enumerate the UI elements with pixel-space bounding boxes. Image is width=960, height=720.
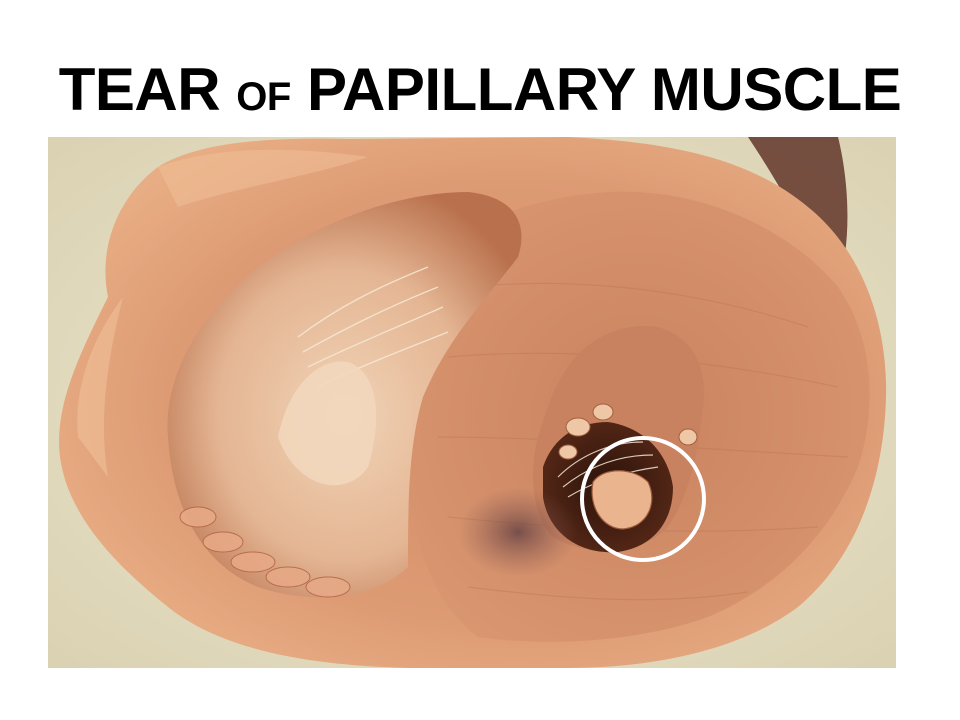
title-word-papillary-muscle: PAPILLARY MUSCLE [306, 56, 902, 123]
specimen-photo [48, 137, 896, 668]
specimen-photo-drawing [48, 137, 896, 668]
slide-title [0, 52, 960, 135]
title-word-tear: TEAR [58, 56, 221, 123]
title-word-of: OF [236, 75, 291, 119]
infarct-discoloration [458, 487, 578, 577]
